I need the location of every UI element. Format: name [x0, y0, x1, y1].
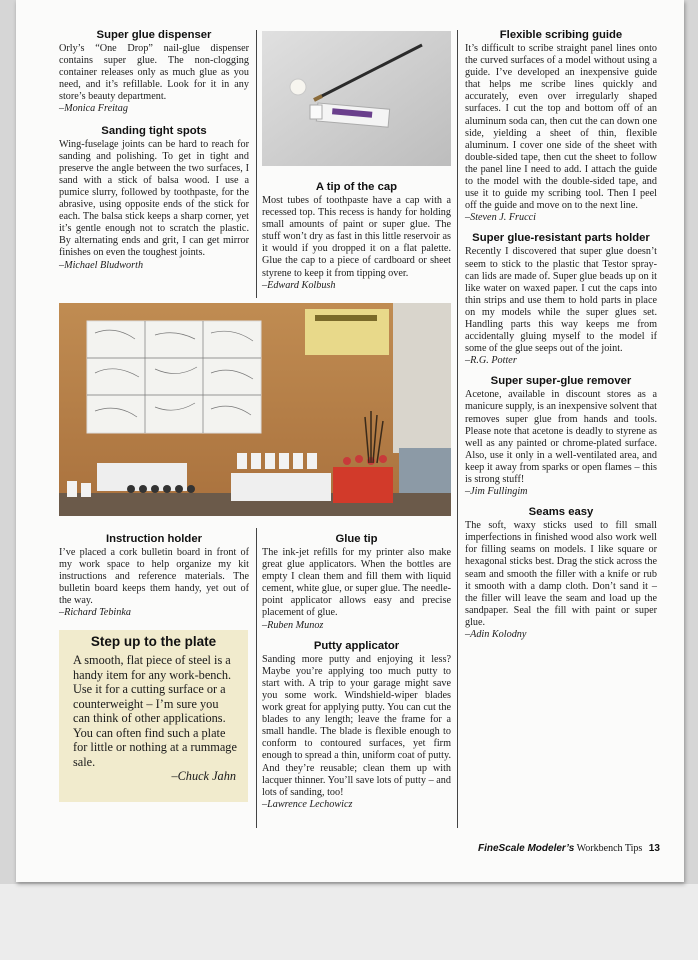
left-column: [59, 28, 249, 272]
sidebar-title: Step up to the plate: [90, 634, 217, 649]
article-body: Acetone, available in discount stores as a manicure supply, is an inexpensive solvent that removes super glue from hands and tools. Please note that acetone is deadly to styrene as well as any painted or chrome-plated surface. Also, use it only in a well-ventilated area, and keep it away from sparks or open flames – this is strong stuff!: [465, 389, 658, 485]
article-super-glue-dispenser: [59, 28, 249, 116]
article-title: Super glue-resistant parts holder: [472, 232, 650, 245]
workbench-photo: [59, 303, 451, 516]
workbench-illustration: [59, 303, 451, 516]
article-body: Orly’s “One Drop” nail-glue dispenser contains super glue. The non-clogging container releases only as much glue as you need, and it’s refillable. Look for it in any store’s beauty department.: [59, 43, 249, 103]
article-seams-easy: [465, 505, 657, 641]
article-body: Wing-fuselage joints can be hard to reach for sanding and polishing. To get in tight and preserve the angle between the two surfaces, I sand with a stick of balsa wood. I use a pumice slurry, followed by toothpaste, for the abrasive, using opposite ends of the stick for each. The balsa stick keeps a sharp corner, yet it’s gentle enough not to scratch the plastic. By alternating ends and grit, I can get mirror finishes on even the toughest joints.: [59, 138, 249, 259]
page-number: 13: [648, 843, 660, 854]
article-author: –Ruben Munoz: [262, 619, 324, 631]
article-author: –Michael Bludworth: [59, 259, 144, 271]
article-flexible-scribing-guide: [465, 28, 657, 224]
article-sanding-tight-spots: [59, 124, 249, 272]
article-title: Sanding tight spots: [101, 124, 207, 137]
article-title: A tip of the cap: [315, 181, 398, 193]
article-body: Recently I discovered that super glue doesn’t seem to stick to the plastic that Testor spray-can lids are made of. Super glue beads up on it like water on waxed paper. I cut the caps into thin strips and use them to hold parts in place on my models while the super glues set. Handling parts this way keeps me from accidentally gluing myself to the model if some of the glue seeps out of the joint.: [465, 246, 657, 355]
column-rule: [457, 30, 458, 828]
article-author: –Adin Kolodny: [465, 629, 527, 641]
magazine-name: FineScale Modeler’s: [478, 843, 575, 854]
article-title: Glue tip: [335, 533, 378, 545]
article-title: Super glue dispenser: [96, 29, 212, 41]
article-putty-applicator: [262, 639, 451, 811]
column-rule: [256, 528, 257, 828]
article-author: –Edward Kolbush: [262, 279, 336, 291]
article-body: The soft, waxy sticks used to fill small imperfections in finished wood also work well for filling seams on models. I like square or hexagonal sticks best. Drag the stick across the seam and smooth the filler with a knife or rub it smooth with a damp cloth. Don’t sand it – the filler will leave the seam and load up the sandpaper. Seal the fill with paint or super glue.: [465, 520, 657, 628]
scan-background: [0, 884, 698, 960]
middle-column-lower: [262, 532, 451, 811]
article-author: –Steven J. Frucci: [465, 212, 536, 224]
article-title: Flexible scribing guide: [499, 29, 623, 41]
sidebar-author: –Chuck Jahn: [171, 769, 236, 783]
article-body: It’s difficult to scribe straight panel lines onto the curved surfaces of a model without using a guide. I’ve developed an inexpensive guide that helps me scribe lines quickly and accurately, even over irregularly shaped surfaces. I cut the top and bottom off of an aluminum soda can, then cut the can down one side, yielding a sheet of thin, flexible aluminum. I cover one side of the sheet with double-sided tape, then cut the sheet to follow the panel line I need to add. I attach the guide to the model with the double-sided tape, and use it to guide my scribing tool. Then I peel off the guide and move on to the next line.: [465, 43, 657, 212]
article-title: Putty applicator: [313, 639, 400, 652]
article-author: –R.G. Potter: [465, 355, 517, 367]
article-body: Most tubes of toothpaste have a cap with a recessed top. This recess is handy for holding small amounts of paint or super glue. The stuff won’t dry as fast in this little reservoir as it would if you dropped it on a flat palette. Glue the cap to a piece of cardboard or sheet styrene to keep it from tipping over.: [262, 195, 451, 279]
page-footer: [478, 843, 660, 854]
toothpaste-illustration: [262, 31, 451, 166]
article-author: –Monica Freitag: [59, 103, 128, 115]
article-body: I’ve placed a cork bulletin board in front of my work space to help organize my kit instructions and reference materials. The bulletin board keeps them handy, yet out of the way.: [59, 547, 249, 607]
article-glue-tip: [262, 532, 451, 632]
article-tip-of-the-cap: [262, 180, 451, 292]
article-body: The ink-jet refills for my printer also make great glue applicators. When the bottles are empty I clean them and fill them with liquid cement, white glue, or super glue. The needle-point applicator allows easy and precise placement of glue.: [262, 547, 451, 619]
article-author: –Lawrence Lechowicz: [262, 798, 353, 810]
article-body: Sanding more putty and enjoying it less? Maybe you’re applying too much putty to start with. A trip to your garage might save you some work. Windshield-wiper blades work great for applying putty. You can cut the blades to any length; leave the frame for a small handle. The blade is flexible enough to conform to contoured surfaces, yet firm enough to spread a thin, uniform coat of putty. And they’re reusable; clean them up with lacquer thinner. You’ll save lots of putty – and lots of sanding, too!: [262, 653, 451, 798]
left-column-lower: [59, 532, 249, 620]
right-column: [465, 28, 657, 641]
article-instruction-holder: [59, 532, 249, 620]
article-author: –Richard Tebinka: [59, 607, 131, 619]
article-author: –Jim Fullingim: [465, 486, 528, 498]
sidebar-body: A smooth, flat piece of steel is a handy item for any work-bench. Use it for a cutting surface or a counterweight – I’m sure you can think of other applications. You can often find such a plate for little or nothing at a rummage sale.: [73, 653, 237, 769]
section-name: Workbench Tips: [576, 843, 643, 854]
article-glue-remover: [465, 374, 657, 498]
article-title: Instruction holder: [105, 533, 203, 545]
article-title: Super super-glue remover: [490, 375, 632, 388]
sidebar-step-up: [59, 630, 248, 802]
article-title: Seams easy: [528, 506, 594, 519]
article-parts-holder: [465, 231, 657, 367]
toothpaste-cap-photo: [262, 31, 451, 166]
column-rule: [256, 30, 257, 298]
middle-column-upper: [262, 180, 451, 292]
